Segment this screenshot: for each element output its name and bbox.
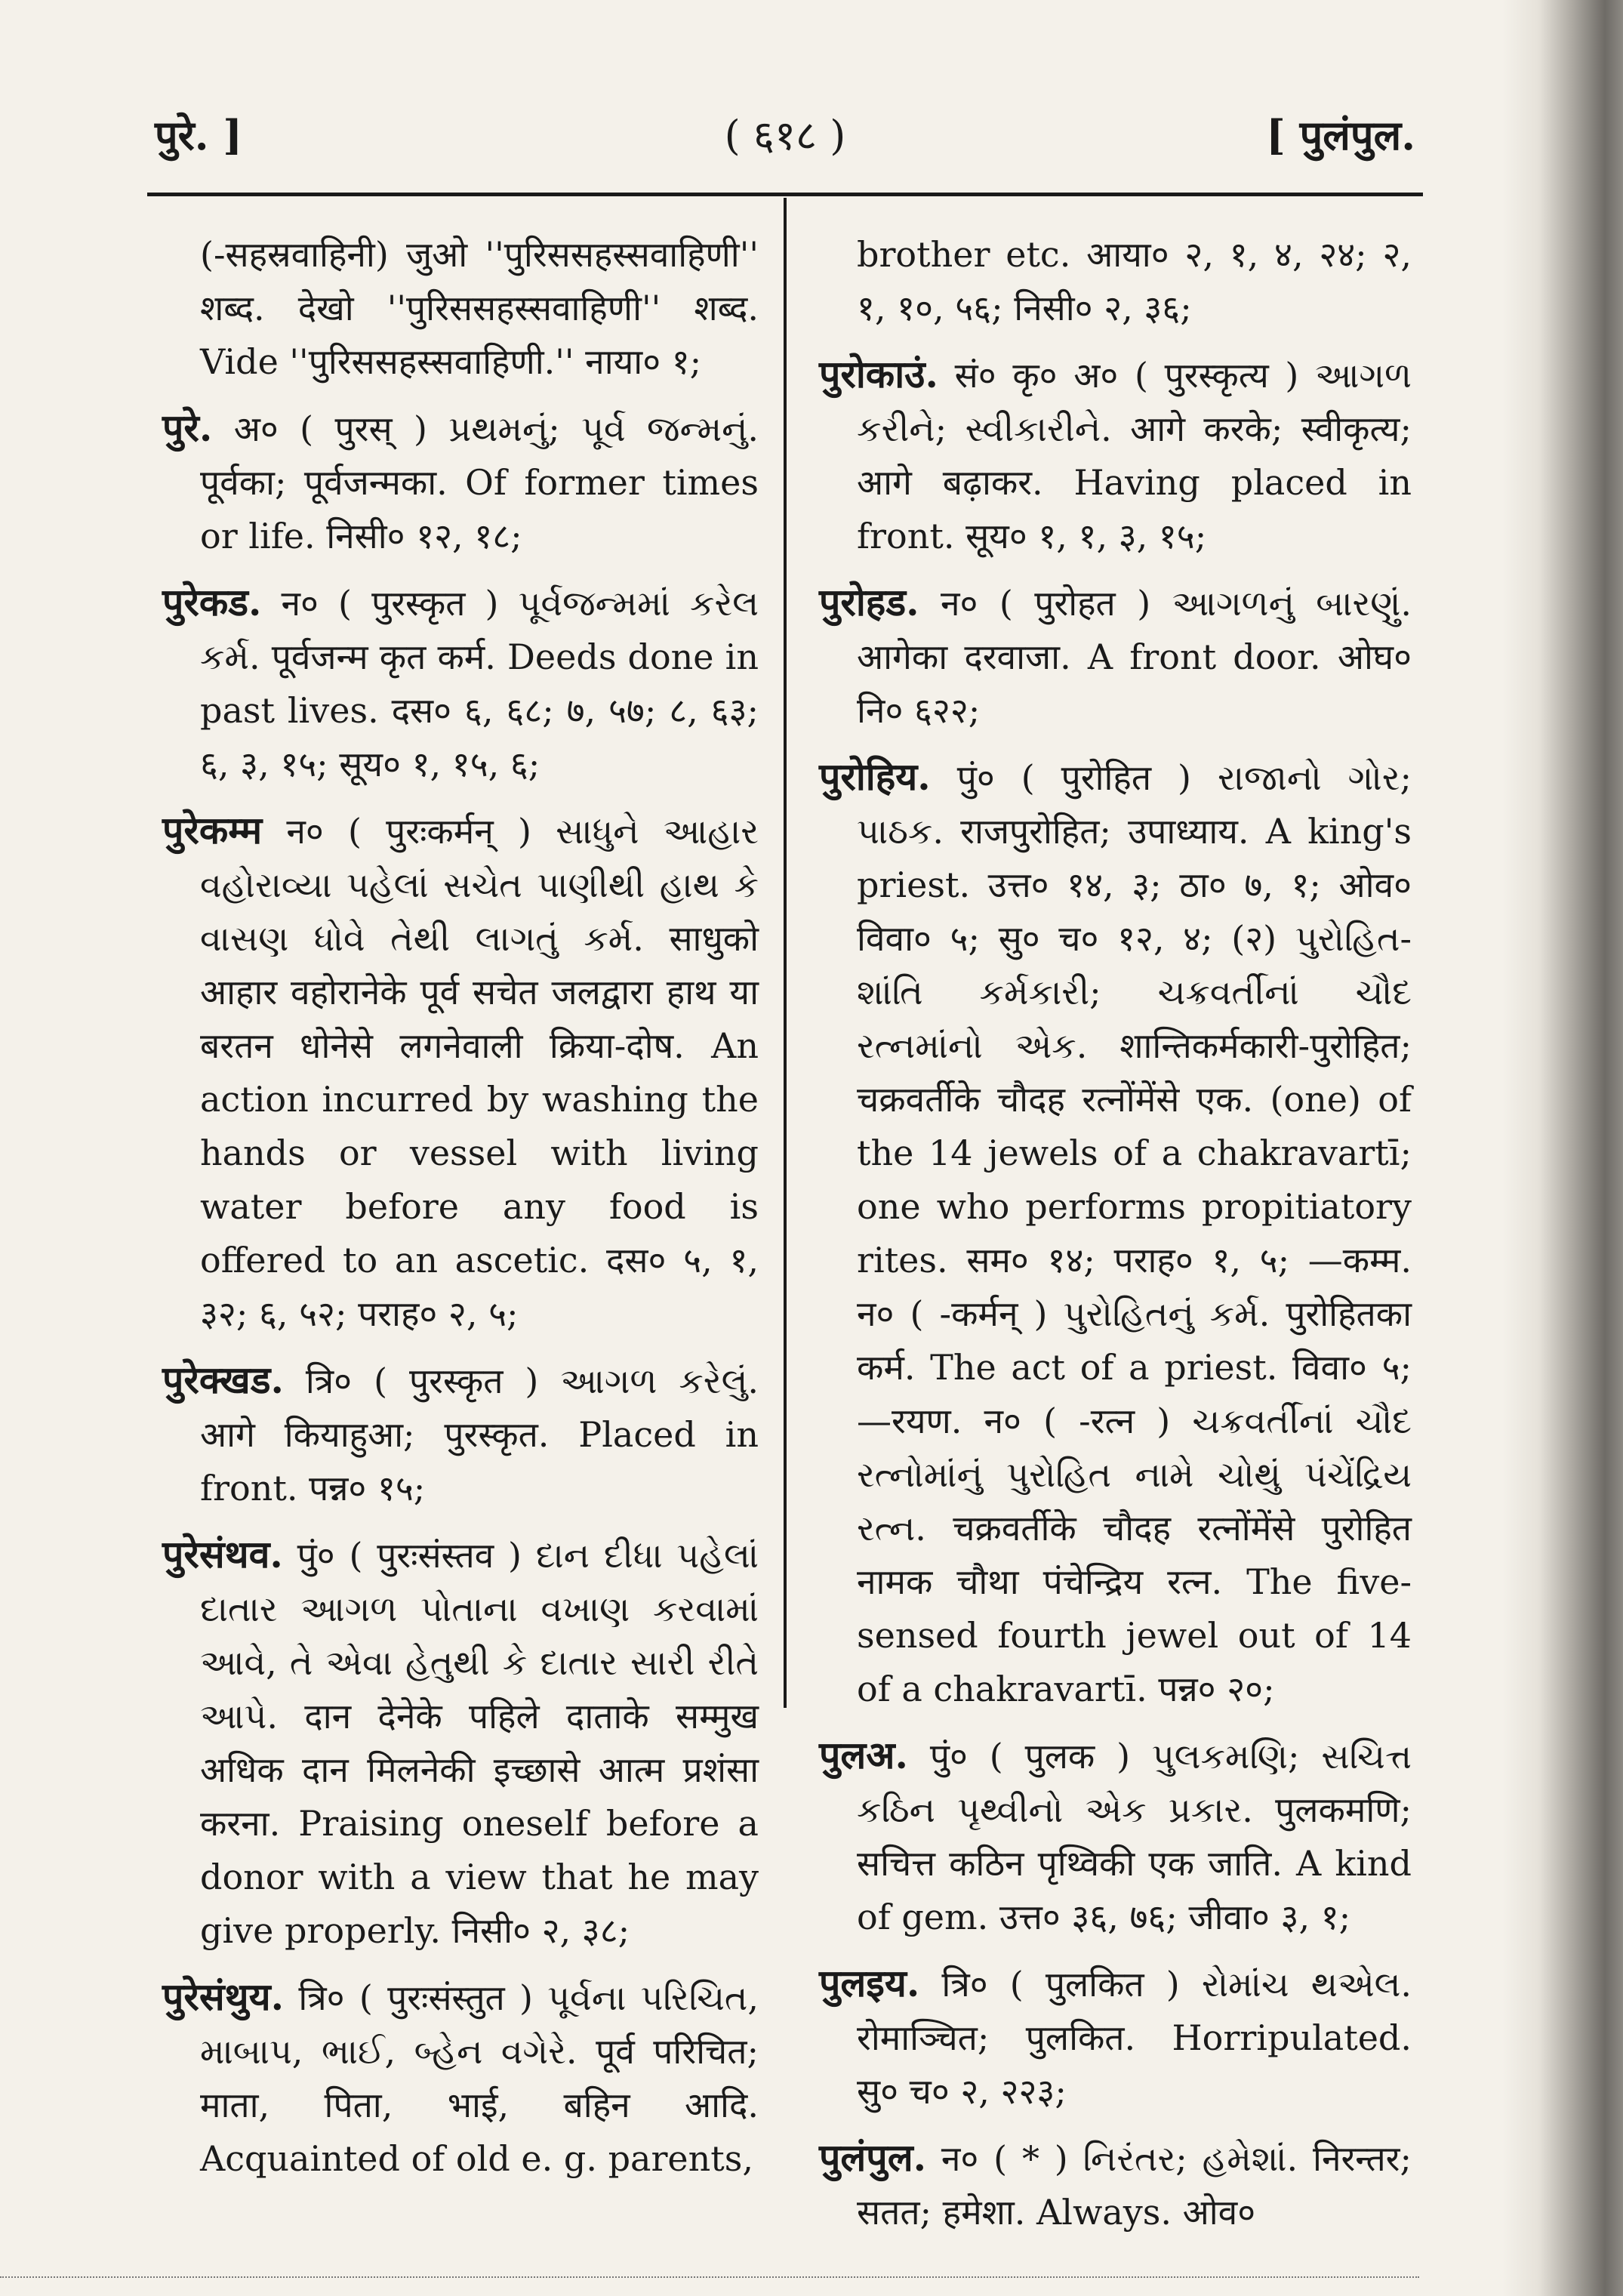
header-left-guide-word: पुरे. ] [155, 111, 242, 159]
dictionary-entry [155, 1527, 759, 1958]
entry-body: पुं० ( पुलक ) પુલકમણિ; સચિત્ત કઠિન પૃથ્વીનો એક પ્રકાર. पुलकमणि; सचित्त कठिन पृथ्विकी एक जाति. A kind of gem. उत्त० ३६, ७६; जीवा० ३, १; [857, 1736, 1412, 1937]
left-column [155, 227, 759, 2198]
header-rule [147, 193, 1423, 196]
header-right-guide-word: [ पुलंपुल. [1266, 111, 1415, 159]
entry-body: त्रि० ( पुरःसंस्तुत ) પૂર્વના પરિચિત, માબાપ, ભાઈ, બ્હેન વગેરે. पूर्व परिचित; माता, पिता, भाई, बहिन आदि. Acquainted of old e. g. parents, [200, 1977, 759, 2179]
entry-headword: पुरे. [162, 405, 213, 450]
entry-headword: पुरेसंथुय. [162, 1974, 285, 2019]
entry-body: न० ( * ) નિરંતર; હમેશાં. निरन्तर; सतत; हमेशा. Always. ओव० [857, 2138, 1412, 2233]
entry-body: brother etc. आया० २, १, ४, २४; २, १, १०, ५६; निसी० २, ३६; [857, 234, 1412, 328]
entry-headword: पुरोहड. [819, 580, 919, 624]
entry-body: पुं० ( पुरःसंस्तव ) દાન દીધા પહેલાં દાતાર આગળ પોતાના વખાણ કરવામાં આવે, તે એવા હેતુથી કે દાતાર સારી રીતે આપે. दान देनेके पहिले दाताके सम्मुख अधिक दान मिलनेकी इच्छासे आत्म प्रशंसा करना. Praising oneself before a donor with a view that he may give properly. निसी० २, ३८; [200, 1535, 759, 1951]
entry-body: सं० कृ० अ० ( पुरस्कृत्य ) આગળ કરીને; સ્વીકારીને. आगे करके; स्वीकृत्य; आगे बढ़ाकर. Having placed in front. सूय० १, १, ३, १५; [857, 355, 1412, 556]
column-divider [784, 198, 787, 1708]
entry-body: न० ( पुरःकर्मन् ) સાધુને આહાર વહોરાવ્યા પહેલાં સચેત પાણીથી હાથ કે વાસણ ધોવે તેથી લાગતું કર્મ. साधुको आहार वहोरानेके पूर्व सचेत जलद्वारा हाथ या बरतन धोनेसे लगनेवाली क्रिया-दोष. An action incurred by washing the hands or vessel with living water before any food is offered to an ascetic. दस० ५, १, ३२; ६, ५२; पराह० २, ५; [200, 811, 759, 1334]
right-column [812, 227, 1412, 2251]
entry-body: अ० ( पुरस् ) પ્રથમનું; પૂર્વ જન્મનું. पूर्वका; पूर्वजन्मका. Of former times or life. निसी० १२, १८; [200, 408, 759, 556]
entry-body: त्रि० ( पुरस्कृत ) આગળ કરેલું. आगे कियाहुआ; पुरस्कृत. Placed in front. पन्न० १५; [200, 1361, 759, 1509]
book-spine-shadow [1502, 0, 1623, 2296]
dictionary-entry [812, 2131, 1412, 2239]
entry-headword: पुरेसंथव. [162, 1532, 283, 1576]
dictionary-entry [155, 1970, 759, 2186]
entry-headword: पुलअ. [819, 1733, 908, 1777]
dictionary-entry [812, 750, 1412, 1716]
dictionary-entry [812, 227, 1412, 335]
entry-headword: पुलइय. [819, 1961, 920, 2005]
dictionary-entry [812, 1956, 1412, 2119]
dictionary-entry [155, 803, 759, 1341]
dictionary-entry [155, 575, 759, 791]
entry-body: न० ( पुरस्कृत ) પૂર્વજન્મમાં કરેલ કર્મ. पूर्वजन्म कृत कर्म. Deeds done in past lives. दस० ६, ६८; ७, ५७; ८, ६३; ६, ३, १५; सूय० १, १५, ६; [200, 583, 759, 784]
dictionary-entry [155, 227, 759, 389]
dictionary-entry [155, 1353, 759, 1515]
entry-headword: पुरेकड. [162, 580, 262, 624]
entry-headword: पुरोहिय. [819, 754, 931, 799]
entry-headword: पुलंपुल. [819, 2135, 927, 2180]
dictionary-entry [155, 401, 759, 563]
entry-body: न० ( पुरोहत ) આગળનું બારણું. आगेका दरवाजा. A front door. ओघ० नि० ६२२; [857, 583, 1412, 731]
page-bottom-dotted-line [0, 2276, 1419, 2279]
entry-body: (-सहस्रवाहिनी) जुओ ''पुरिससहस्सवाहिणी'' शब्द. देखो ''पुरिससहस्सवाहिणी'' शब्द. Vide ''पुरिससहस्सवाहिणी.'' नाया० १; [200, 234, 759, 382]
dictionary-entry [812, 575, 1412, 738]
dictionary-entry [812, 347, 1412, 563]
entry-headword: पुरोकाउं. [819, 352, 938, 396]
entry-headword: पुरेकम्म [162, 808, 263, 852]
dictionary-entry [812, 1728, 1412, 1944]
entry-body: त्रि० ( पुलकित ) રોમાંચ થએલ. रोमाञ्चित; पुलकित. Horripulated. सु० च० २, २२३; [857, 1964, 1412, 2112]
header-page-number: ( ६१८ ) [724, 112, 846, 159]
entry-headword: पुरेक्खड. [162, 1358, 284, 1402]
page-header [155, 106, 1415, 166]
entry-body: पुं० ( पुरोहित ) રાજાનો ગોર; પાઠક. राजपुरोहित; उपाध्याय. A king's priest. उत्त० १४, ३; ठा० ७, १; ओव० विवा० ५; सु० च० १२, ४; (२) પુરોહિત-શાંતિ કર્મકારી; ચક્રવર્તીનાં ચૌદ રત્નમાંનો એક. शान्तिकर्मकारी-पुरोहित; चक्रवर्तीके चौदह रत्नोंमेंसे एक. (one) of the 14 jewels of a chakravartī; one who performs propitiatory rites. सम० १४; पराह० १, ५; —कम्म. न० ( -कर्मन् ) પુરોહિતનું કર્મ. पुरोहितका कर्म. The act of a priest. विवा० ५; —रयण. न० ( -रत्न ) ચક્રવર્તીનાં ચૌદ રત્નોમાંનું પુરોહિત નામે ચોથું પંચેંદ્રિય રત્ન. चक्रवर्तीके चौदह रत्नोंमेंसे पुरोहित नामक चौथा पंचेन्द्रिय रत्न. The five-sensed fourth jewel out of 14 of a chakravartī. पन्न० २०; [857, 757, 1412, 1709]
